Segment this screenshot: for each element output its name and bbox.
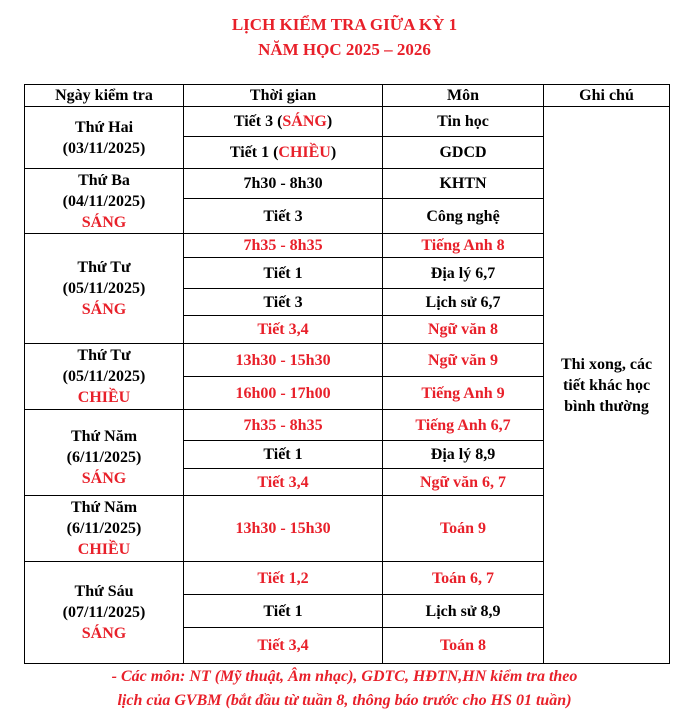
header-time: Thời gian bbox=[184, 85, 383, 107]
subject-cell: Công nghệ bbox=[383, 199, 544, 234]
time-cell: Tiết 1 bbox=[184, 441, 383, 469]
time-text: Tiết 3 ( bbox=[233, 113, 283, 130]
header-date: Ngày kiểm tra bbox=[25, 85, 184, 107]
day-session: SÁNG bbox=[81, 470, 127, 487]
table-header-row bbox=[25, 85, 670, 107]
day-date: (6/11/2025) bbox=[66, 520, 142, 537]
day-date: (6/11/2025) bbox=[66, 449, 142, 466]
day-date: (07/11/2025) bbox=[62, 604, 146, 621]
day-session: SÁNG bbox=[81, 301, 127, 318]
session-text: CHIỀU bbox=[278, 144, 331, 161]
day-weekday: Thứ Năm bbox=[70, 499, 138, 516]
subject-cell: Ngữ văn 8 bbox=[383, 316, 544, 344]
time-text: Tiết 1 ( bbox=[229, 144, 279, 161]
day-date: (05/11/2025) bbox=[62, 368, 146, 385]
day-cell-wednesday-afternoon bbox=[25, 344, 184, 410]
day-session: CHIỀU bbox=[77, 389, 131, 406]
subject-cell: Lịch sử 6,7 bbox=[383, 289, 544, 316]
day-cell-wednesday-morning bbox=[25, 234, 184, 344]
subject-cell: Toán 9 bbox=[383, 496, 544, 562]
time-cell: 16h00 - 17h00 bbox=[184, 377, 383, 410]
day-session: SÁNG bbox=[81, 625, 127, 642]
footer-line: - Các môn: NT (Mỹ thuật, Âm nhạc), GDTC, HĐTN,HN kiểm tra theo bbox=[111, 668, 578, 685]
day-cell-friday bbox=[25, 562, 184, 664]
time-cell: 7h35 - 8h35 bbox=[184, 234, 383, 258]
time-cell: 7h35 - 8h35 bbox=[184, 410, 383, 441]
subject-cell: Ngữ văn 9 bbox=[383, 344, 544, 377]
subject-cell: Ngữ văn 6, 7 bbox=[383, 469, 544, 496]
day-session: SÁNG bbox=[81, 213, 127, 231]
time-cell: Tiết 1 bbox=[184, 595, 383, 628]
note-cell bbox=[544, 107, 670, 664]
time-cell: 13h30 - 15h30 bbox=[184, 496, 383, 562]
header-subject: Môn bbox=[383, 85, 544, 107]
subject-cell: Địa lý 8,9 bbox=[383, 441, 544, 469]
subject-cell: Toán 8 bbox=[383, 628, 544, 664]
time-text-end: ) bbox=[326, 113, 333, 130]
schedule-title: LỊCH KIỂM TRA GIỮA KỲ 1 bbox=[231, 15, 458, 34]
time-cell: Tiết 3,4 bbox=[184, 469, 383, 496]
day-cell-monday bbox=[25, 107, 184, 169]
note-line: bình thường bbox=[564, 397, 649, 415]
day-cell-thursday-morning bbox=[25, 410, 184, 496]
day-weekday: Thứ Hai bbox=[74, 118, 134, 136]
subject-cell: Tin học bbox=[383, 107, 544, 137]
subject-cell: Tiếng Anh 8 bbox=[383, 234, 544, 258]
footer-note bbox=[0, 665, 689, 713]
time-cell: Tiết 3,4 bbox=[184, 316, 383, 344]
day-weekday: Thứ Ba bbox=[78, 171, 130, 189]
header-note: Ghi chú bbox=[544, 85, 670, 107]
day-weekday: Thứ Tư bbox=[77, 259, 131, 276]
time-cell: Tiết 1 bbox=[184, 258, 383, 289]
subject-cell: Tiếng Anh 9 bbox=[383, 377, 544, 410]
time-cell: Tiết 3 bbox=[184, 289, 383, 316]
time-cell bbox=[184, 137, 383, 169]
time-text-end: ) bbox=[330, 144, 337, 161]
subject-cell: GDCD bbox=[383, 137, 544, 169]
day-weekday: Thứ Tư bbox=[77, 347, 131, 364]
session-text: SÁNG bbox=[282, 113, 327, 130]
subject-cell: Toán 6, 7 bbox=[383, 562, 544, 595]
subject-cell: Tiếng Anh 6,7 bbox=[383, 410, 544, 441]
day-weekday: Thứ Sáu bbox=[74, 583, 134, 600]
table-row bbox=[25, 107, 670, 137]
time-cell: Tiết 3,4 bbox=[184, 628, 383, 664]
day-date: (04/11/2025) bbox=[62, 192, 146, 210]
time-cell: Tiết 1,2 bbox=[184, 562, 383, 595]
day-cell-tuesday bbox=[25, 169, 184, 234]
time-cell: 13h30 - 15h30 bbox=[184, 344, 383, 377]
subject-cell: Địa lý 6,7 bbox=[383, 258, 544, 289]
time-cell: 7h30 - 8h30 bbox=[184, 169, 383, 199]
day-cell-thursday-afternoon bbox=[25, 496, 184, 562]
subject-cell: Lịch sử 8,9 bbox=[383, 595, 544, 628]
note-line: tiết khác học bbox=[562, 376, 651, 394]
school-year-title: NĂM HỌC 2025 – 2026 bbox=[258, 40, 431, 59]
day-session: CHIỀU bbox=[77, 541, 131, 558]
time-cell: Tiết 3 bbox=[184, 199, 383, 234]
day-date: (03/11/2025) bbox=[62, 139, 146, 157]
exam-schedule-table bbox=[24, 84, 670, 664]
note-line: Thi xong, các bbox=[560, 355, 653, 373]
subject-cell: KHTN bbox=[383, 169, 544, 199]
footer-line: lịch của GVBM (bắt đầu từ tuần 8, thông báo trước cho HS 01 tuần) bbox=[117, 692, 572, 709]
day-date: (05/11/2025) bbox=[62, 280, 146, 297]
day-weekday: Thứ Năm bbox=[70, 428, 138, 445]
time-cell bbox=[184, 107, 383, 137]
